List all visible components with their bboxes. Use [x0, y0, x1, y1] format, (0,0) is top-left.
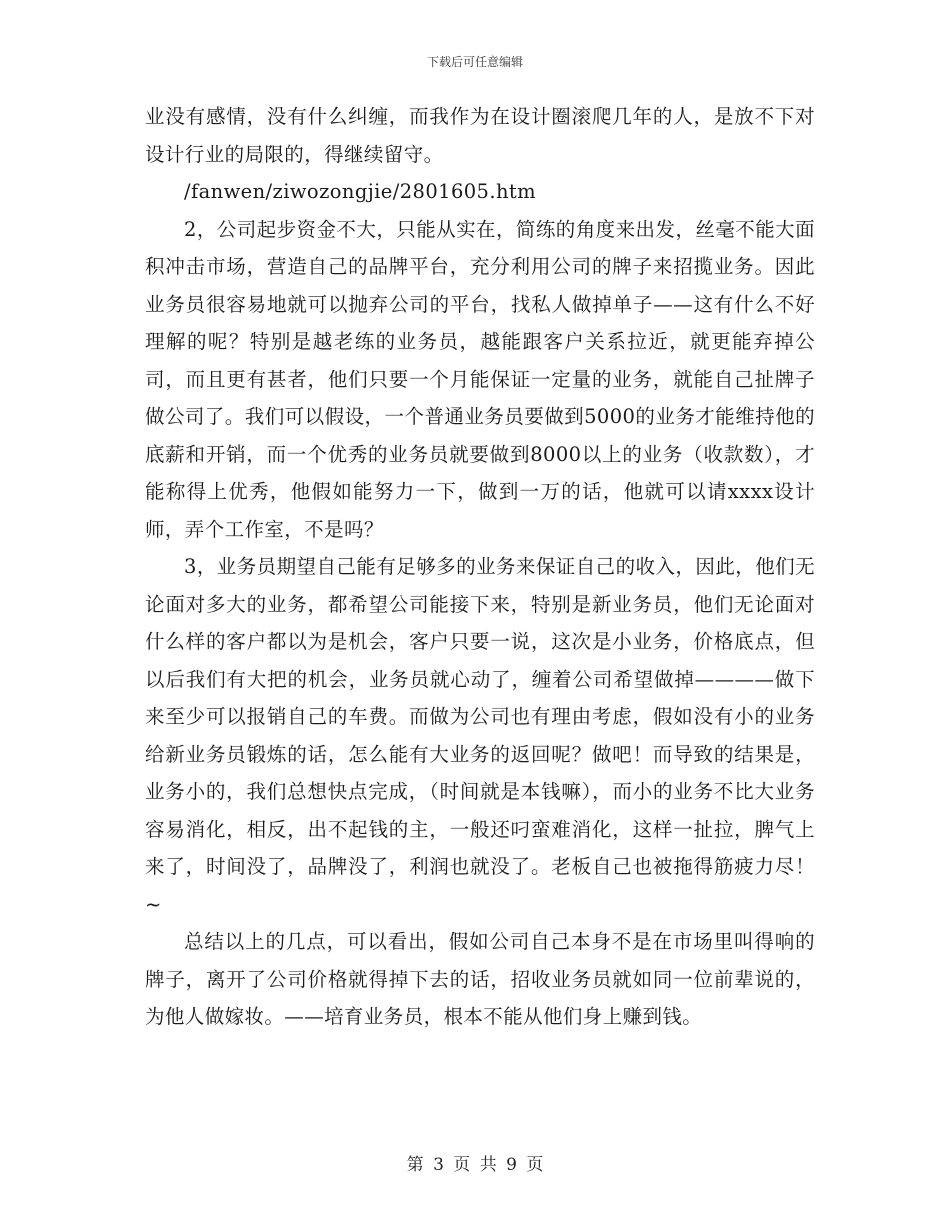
- paragraph-continuation: 业没有感情，没有什么纠缠，而我作为在设计圈滚爬几年的人，是放不下对设计行业的局限的，得继续留守。: [145, 105, 815, 166]
- paragraph-point-3: 3，业务员期望自己能有足够多的业务来保证自己的收入，因此，他们无论面对多大的业务，都希望公司能接下来，特别是新业务员，他们无论面对什么样的客户都以为是机会，客户只要一说，这次是小业务，价格底点，但以后我们有大把的机会，业务员就心动了，缠着公司希望做掉————做下来至少可以报销自己的车费。而做为公司也有理由考虑，假如没有小的业务给新业务员锻炼的话，怎么能有大业务的返回呢？做吧！而导致的结果是，业务小的，我们总想快点完成，（时间就是本钱嘛），而小的业务不比大业务容易消化，相反，出不起钱的主，一般还叼蛮难消化，这样一扯拉，脾气上来了，时间没了，品牌没了，利润也就没了。老板自己也被拖得筋疲力尽！~: [145, 555, 815, 916]
- paragraph-url: /fanwen/ziwozongjie/2801605.htm: [184, 180, 537, 203]
- document-body: [145, 98, 815, 1036]
- paragraph-summary: 总结以上的几点，可以看出，假如公司自己本身不是在市场里叫得响的牌子，离开了公司价格就得掉下去的话，招收业务员就如同一位前辈说的，为他人做嫁妆。——培育业务员，根本不能从他们身上赚到钱。: [145, 930, 815, 1028]
- page-number-footer: 第 3 页 共 9 页: [406, 1155, 544, 1175]
- page-header: 下载后可任意编辑: [426, 55, 523, 69]
- paragraph-point-2: 2，公司起步资金不大，只能从实在，简练的角度来出发，丝毫不能大面积冲击市场，营造自己的品牌平台，充分利用公司的牌子来招揽业务。因此业务员很容易地就可以抛弃公司的平台，找私人做掉单子——这有什么不好理解的呢？特别是越老练的业务员，越能跟客户关系拉近，就更能弃掉公司，而且更有甚者，他们只要一个月能保证一定量的业务，就能自己扯牌子做公司了。我们可以假设，一个普通业务员要做到5000的业务才能维持他的底薪和开销，而一个优秀的业务员就要做到8000以上的业务（收款数），才能称得上优秀，他假如能努力一下，做到一万的话，他就可以请xxxx设计师，弄个工作室，不是吗？: [145, 217, 815, 541]
